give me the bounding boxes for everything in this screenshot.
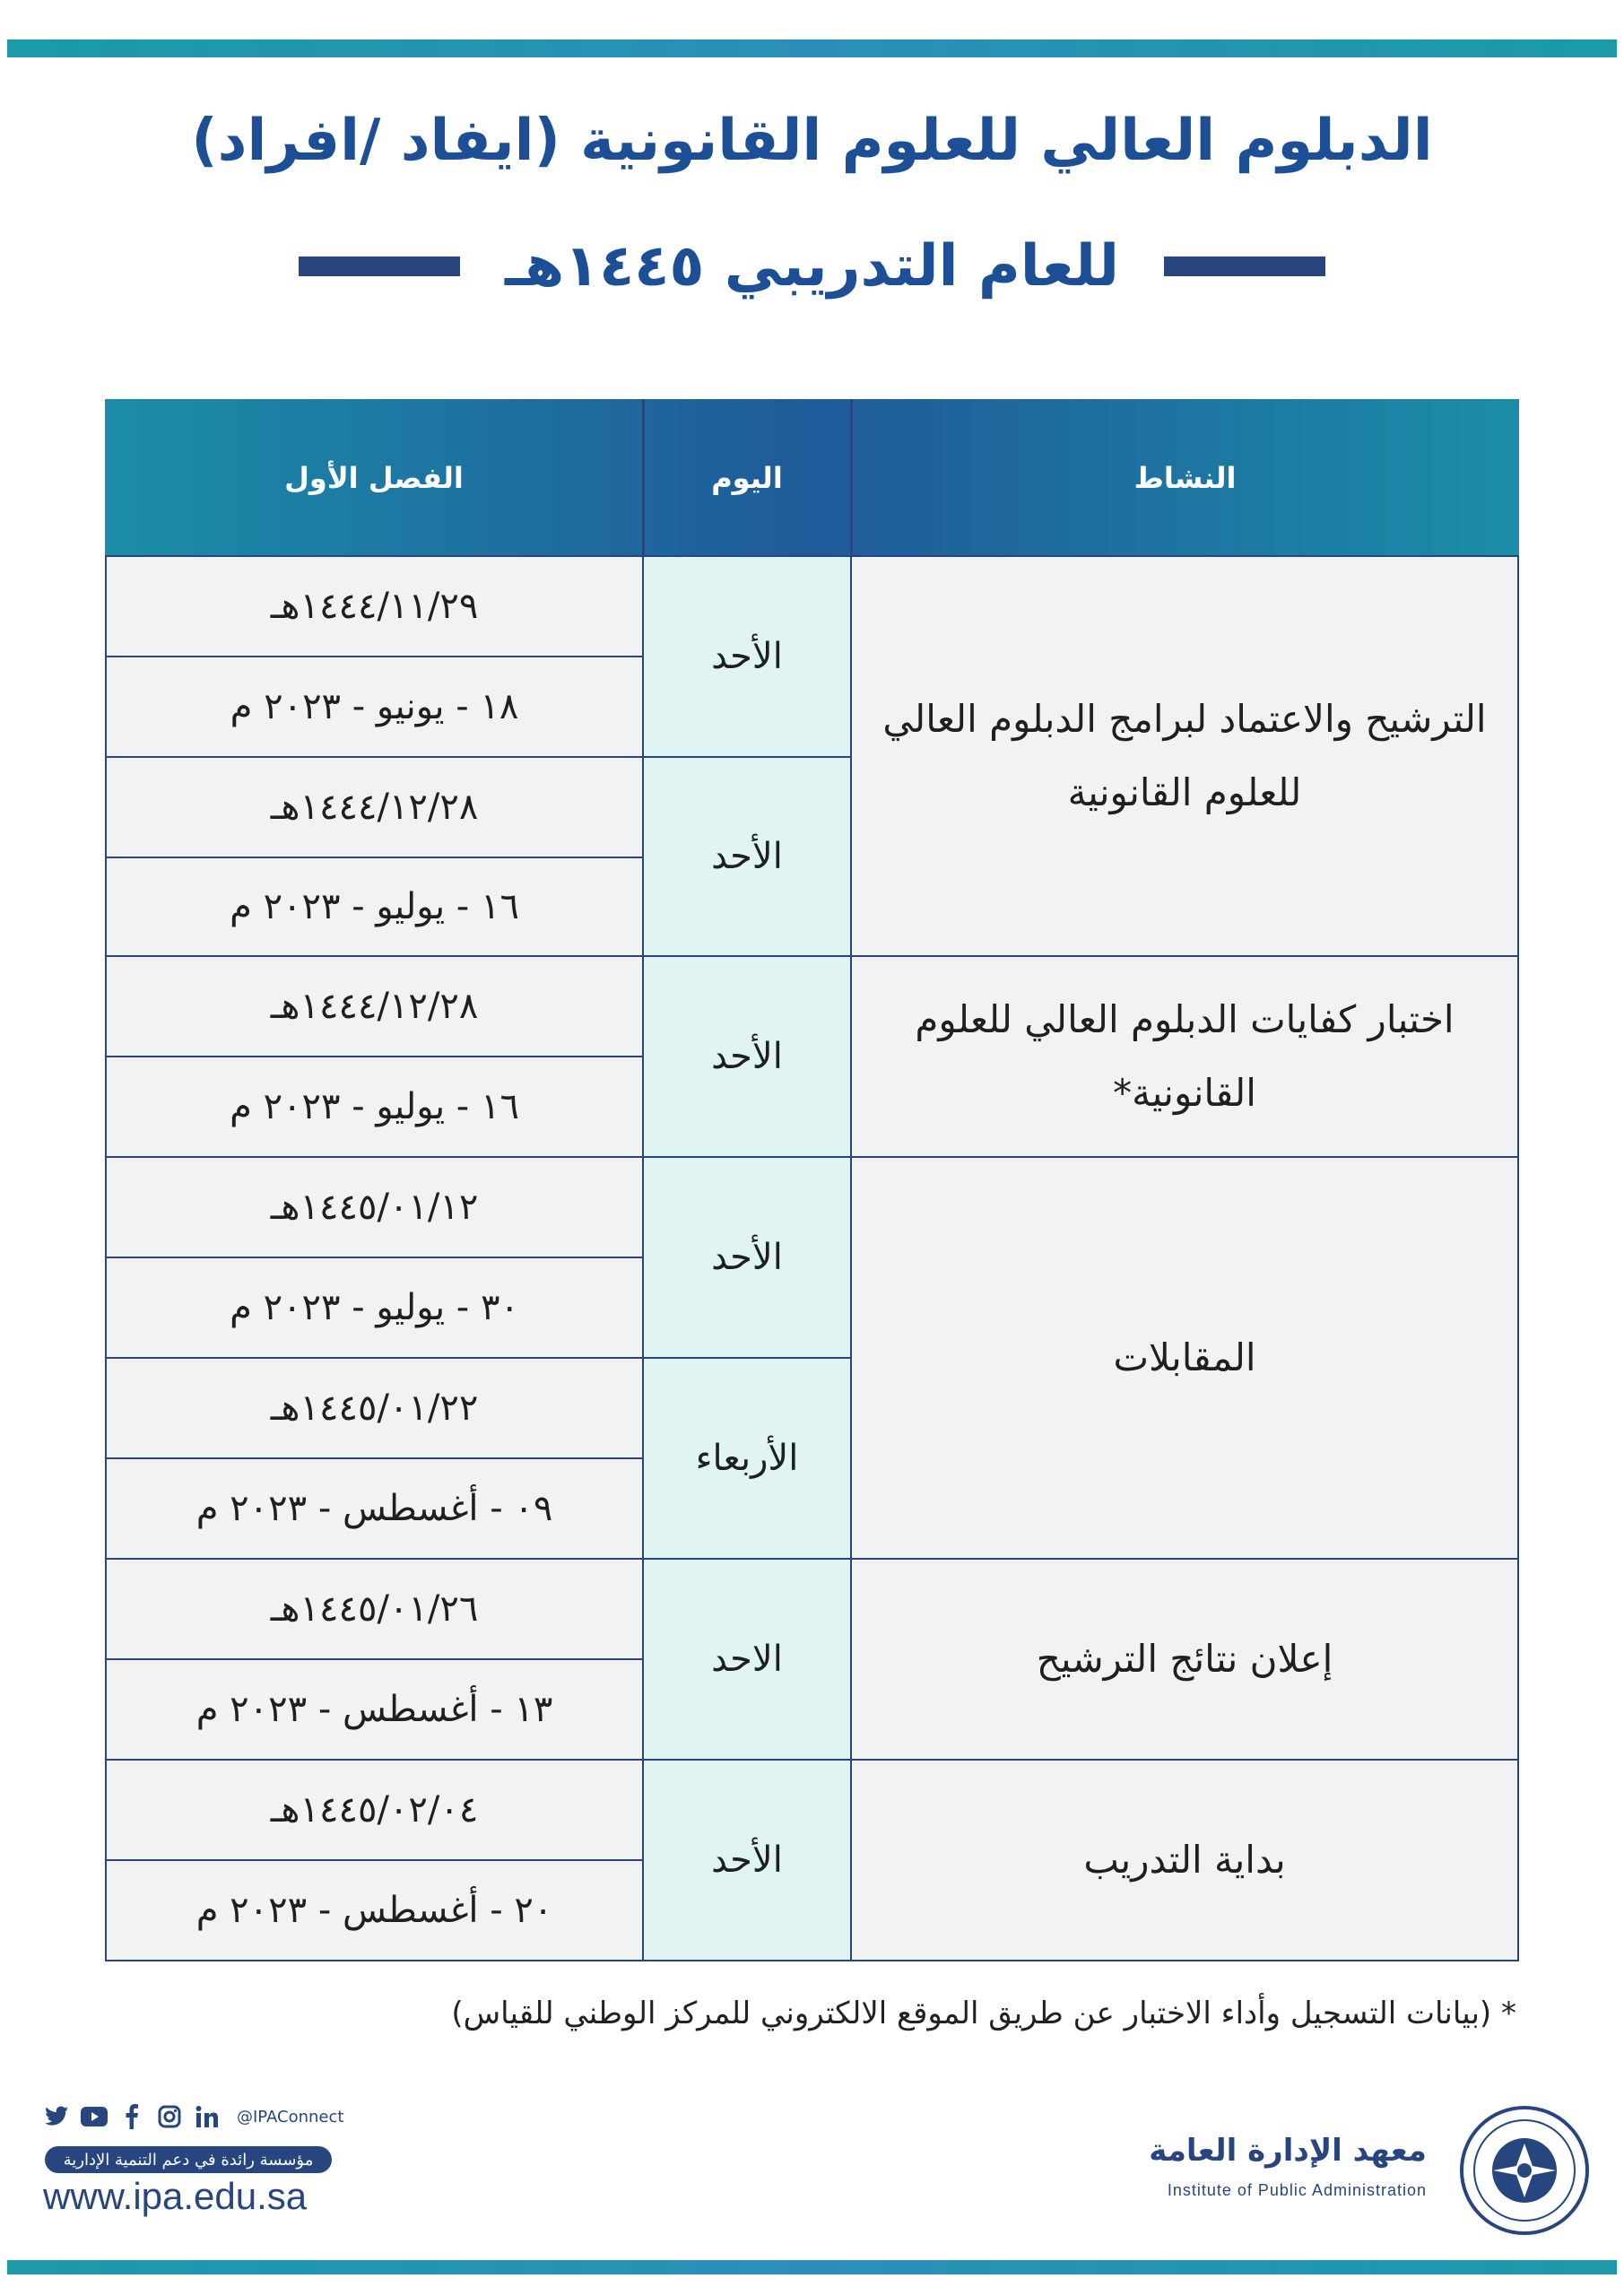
youtube-icon[interactable] xyxy=(81,2103,108,2130)
decor-dash-right xyxy=(1164,257,1325,276)
subtitle-row xyxy=(0,233,1624,300)
activity-cell: الترشيح والاعتماد لبرامج الدبلوم العالي للعلوم القانونية xyxy=(850,555,1519,957)
hijri-date-cell: ١٤٤٥/٠١/٢٢هـ xyxy=(105,1357,644,1459)
top-accent-bar xyxy=(7,39,1617,57)
activity-cell: المقابلات xyxy=(850,1156,1519,1560)
activity-cell: بداية التدريب xyxy=(850,1759,1519,1961)
day-cell: الأحد xyxy=(642,955,852,1158)
hijri-date-cell: ١٤٤٥/٠١/١٢هـ xyxy=(105,1156,644,1258)
ipa-seal-logo xyxy=(1457,2103,1592,2241)
gregorian-date-cell: ٣٠ - يوليو - ٢٠٢٣ م xyxy=(105,1257,644,1359)
org-name-arabic: معهد الإدارة العامة xyxy=(1149,2133,1427,2169)
gregorian-date-cell: ١٣ - أغسطس - ٢٠٢٣ م xyxy=(105,1658,644,1761)
hijri-date-cell: ١٤٤٤/١٢/٢٨هـ xyxy=(105,756,644,858)
org-name-english: Institute of Public Administration xyxy=(1167,2181,1427,2199)
page-subtitle: للعام التدريبي ١٤٤٥هـ xyxy=(504,233,1120,300)
day-cell: الأحد xyxy=(642,555,852,758)
gregorian-date-cell: ٠٩ - أغسطس - ٢٠٢٣ م xyxy=(105,1457,644,1560)
website-link[interactable]: www.ipa.edu.sa xyxy=(43,2175,308,2217)
decor-dash-left xyxy=(299,257,460,276)
hijri-date-cell: ١٤٤٥/٠٢/٠٤هـ xyxy=(105,1759,644,1861)
gregorian-date-cell: ١٨ - يونيو - ٢٠٢٣ م xyxy=(105,656,644,758)
social-links xyxy=(43,2103,343,2130)
gregorian-date-cell: ١٦ - يوليو - ٢٠٢٣ م xyxy=(105,1056,644,1158)
page-title: الدبلوم العالي للعلوم القانونية (ايفاد /افراد) xyxy=(191,108,1433,174)
header-first-term: الفصل الأول xyxy=(284,460,464,495)
header-divider xyxy=(642,399,645,556)
linkedin-icon[interactable] xyxy=(194,2103,221,2130)
gregorian-date-cell: ١٦ - يوليو - ٢٠٢٣ م xyxy=(105,857,644,957)
day-cell: الأحد xyxy=(642,756,852,957)
day-cell: الاحد xyxy=(642,1558,852,1761)
activity-cell: اختبار كفايات الدبلوم العالي للعلوم القانونية* xyxy=(850,955,1519,1158)
tagline-badge: مؤسسة رائدة في دعم التنمية الإدارية xyxy=(45,2146,332,2173)
header-activity: النشاط xyxy=(1133,460,1237,495)
facebook-icon[interactable] xyxy=(118,2103,145,2130)
header-day: اليوم xyxy=(711,460,783,495)
twitter-icon[interactable] xyxy=(43,2103,70,2130)
schedule-table xyxy=(105,399,1519,1964)
instagram-icon[interactable] xyxy=(156,2103,183,2130)
gregorian-date-cell: ٢٠ - أغسطس - ٢٠٢٣ م xyxy=(105,1859,644,1961)
day-cell: الأحد xyxy=(642,1156,852,1359)
day-cell: الأربعاء xyxy=(642,1357,852,1560)
hijri-date-cell: ١٤٤٤/١١/٢٩هـ xyxy=(105,555,644,657)
day-cell: الأحد xyxy=(642,1759,852,1961)
hijri-date-cell: ١٤٤٤/١٢/٢٨هـ xyxy=(105,955,644,1057)
activity-cell: إعلان نتائج الترشيح xyxy=(850,1558,1519,1761)
social-handle: @IPAConnect xyxy=(237,2107,344,2126)
bottom-accent-bar xyxy=(7,2260,1617,2274)
header-divider xyxy=(850,399,853,556)
footnote: * (بيانات التسجيل وأداء الاختبار عن طريق الموقع الالكتروني للمركز الوطني للقياس) xyxy=(451,1996,1516,2031)
hijri-date-cell: ١٤٤٥/٠١/٢٦هـ xyxy=(105,1558,644,1660)
